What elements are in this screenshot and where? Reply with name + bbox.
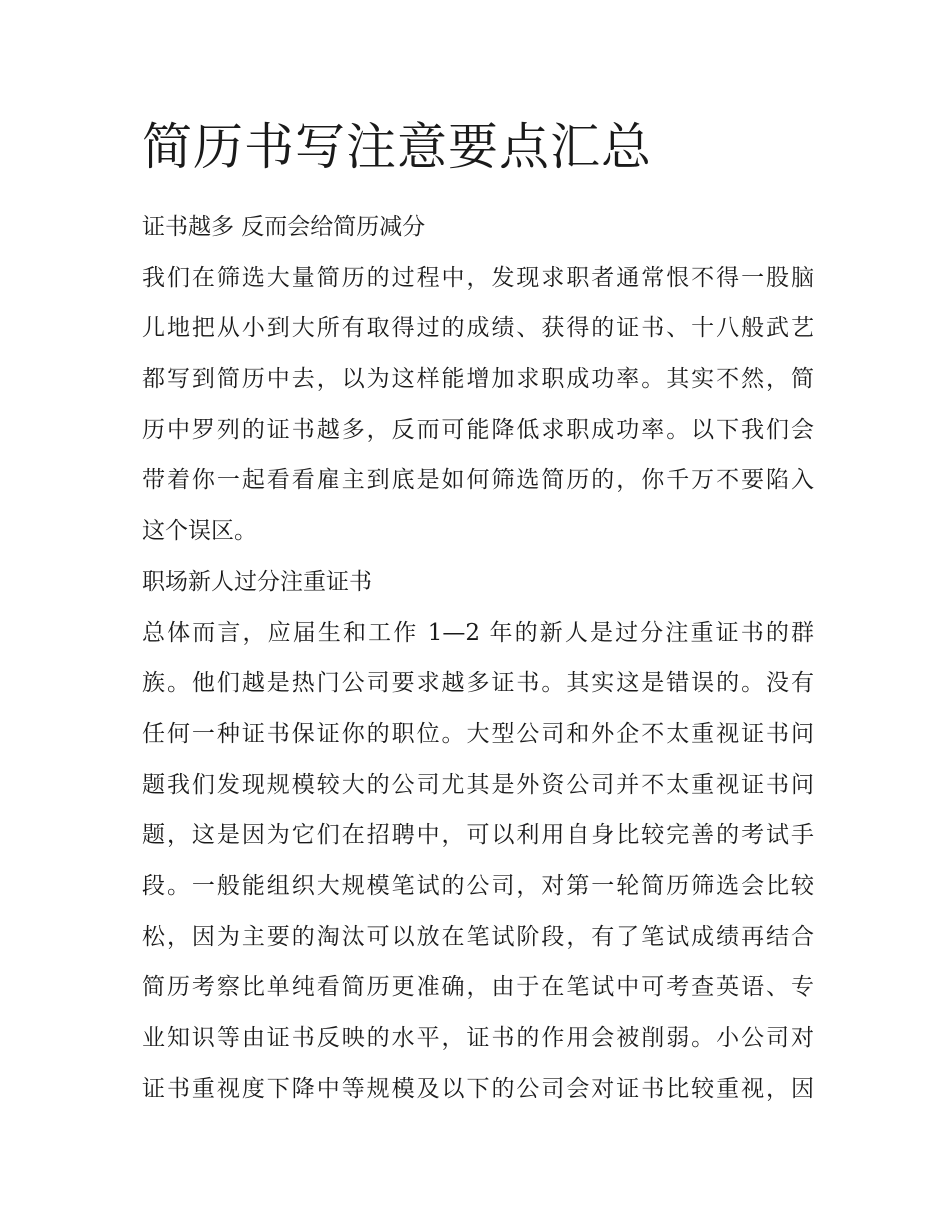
paragraph-line: 儿地把从小到大所有取得过的成绩、获得的证书、十八般武艺 bbox=[142, 315, 814, 342]
paragraph-line: 带着你一起看看雇主到底是如何筛选简历的，你千万不要陷入 bbox=[142, 467, 814, 494]
paragraph-line: 总体而言，应届生和工作 1—2 年的新人是过分注重证书的群 bbox=[142, 619, 814, 646]
paragraph-line: 简历考察比单纯看简历更准确，由于在笔试中可考查英语、专 bbox=[142, 974, 814, 1001]
section-heading-newcomers: 职场新人过分注重证书 bbox=[142, 568, 372, 595]
section-heading-certificates: 证书越多 反而会给简历减分 bbox=[142, 214, 426, 240]
paragraph-line: 证书重视度下降中等规模及以下的公司会对证书比较重视，因 bbox=[142, 1075, 814, 1102]
paragraph-line: 业知识等由证书反映的水平，证书的作用会被削弱。小公司对 bbox=[142, 1025, 814, 1051]
paragraph-line: 段。一般能组织大规模笔试的公司，对第一轮简历筛选会比较 bbox=[142, 872, 814, 899]
document-page bbox=[142, 112, 814, 1114]
paragraph-line: 题，这是因为它们在招聘中，可以利用自身比较完善的考试手 bbox=[142, 822, 814, 849]
document-title: 简历书写注意要点汇总 bbox=[142, 118, 652, 176]
paragraph-line: 松，因为主要的淘汰可以放在笔试阶段，有了笔试成绩再结合 bbox=[142, 923, 814, 950]
paragraph-line: 我们在筛选大量简历的过程中，发现求职者通常恨不得一股脑 bbox=[142, 264, 814, 291]
paragraph-line: 任何一种证书保证你的职位。大型公司和外企不太重视证书问 bbox=[142, 720, 814, 747]
paragraph-line: 历中罗列的证书越多，反而可能降低求职成功率。以下我们会 bbox=[142, 416, 814, 443]
paragraph-line: 这个误区。 bbox=[142, 518, 257, 545]
paragraph-2 bbox=[142, 608, 814, 1115]
paragraph-1 bbox=[142, 253, 814, 557]
paragraph-line: 族。他们越是热门公司要求越多证书。其实这是错误的。没有 bbox=[142, 670, 814, 697]
paragraph-line: 都写到简历中去，以为这样能增加求职成功率。其实不然，简 bbox=[142, 366, 814, 393]
paragraph-line: 题我们发现规模较大的公司尤其是外资公司并不太重视证书问 bbox=[142, 771, 814, 798]
